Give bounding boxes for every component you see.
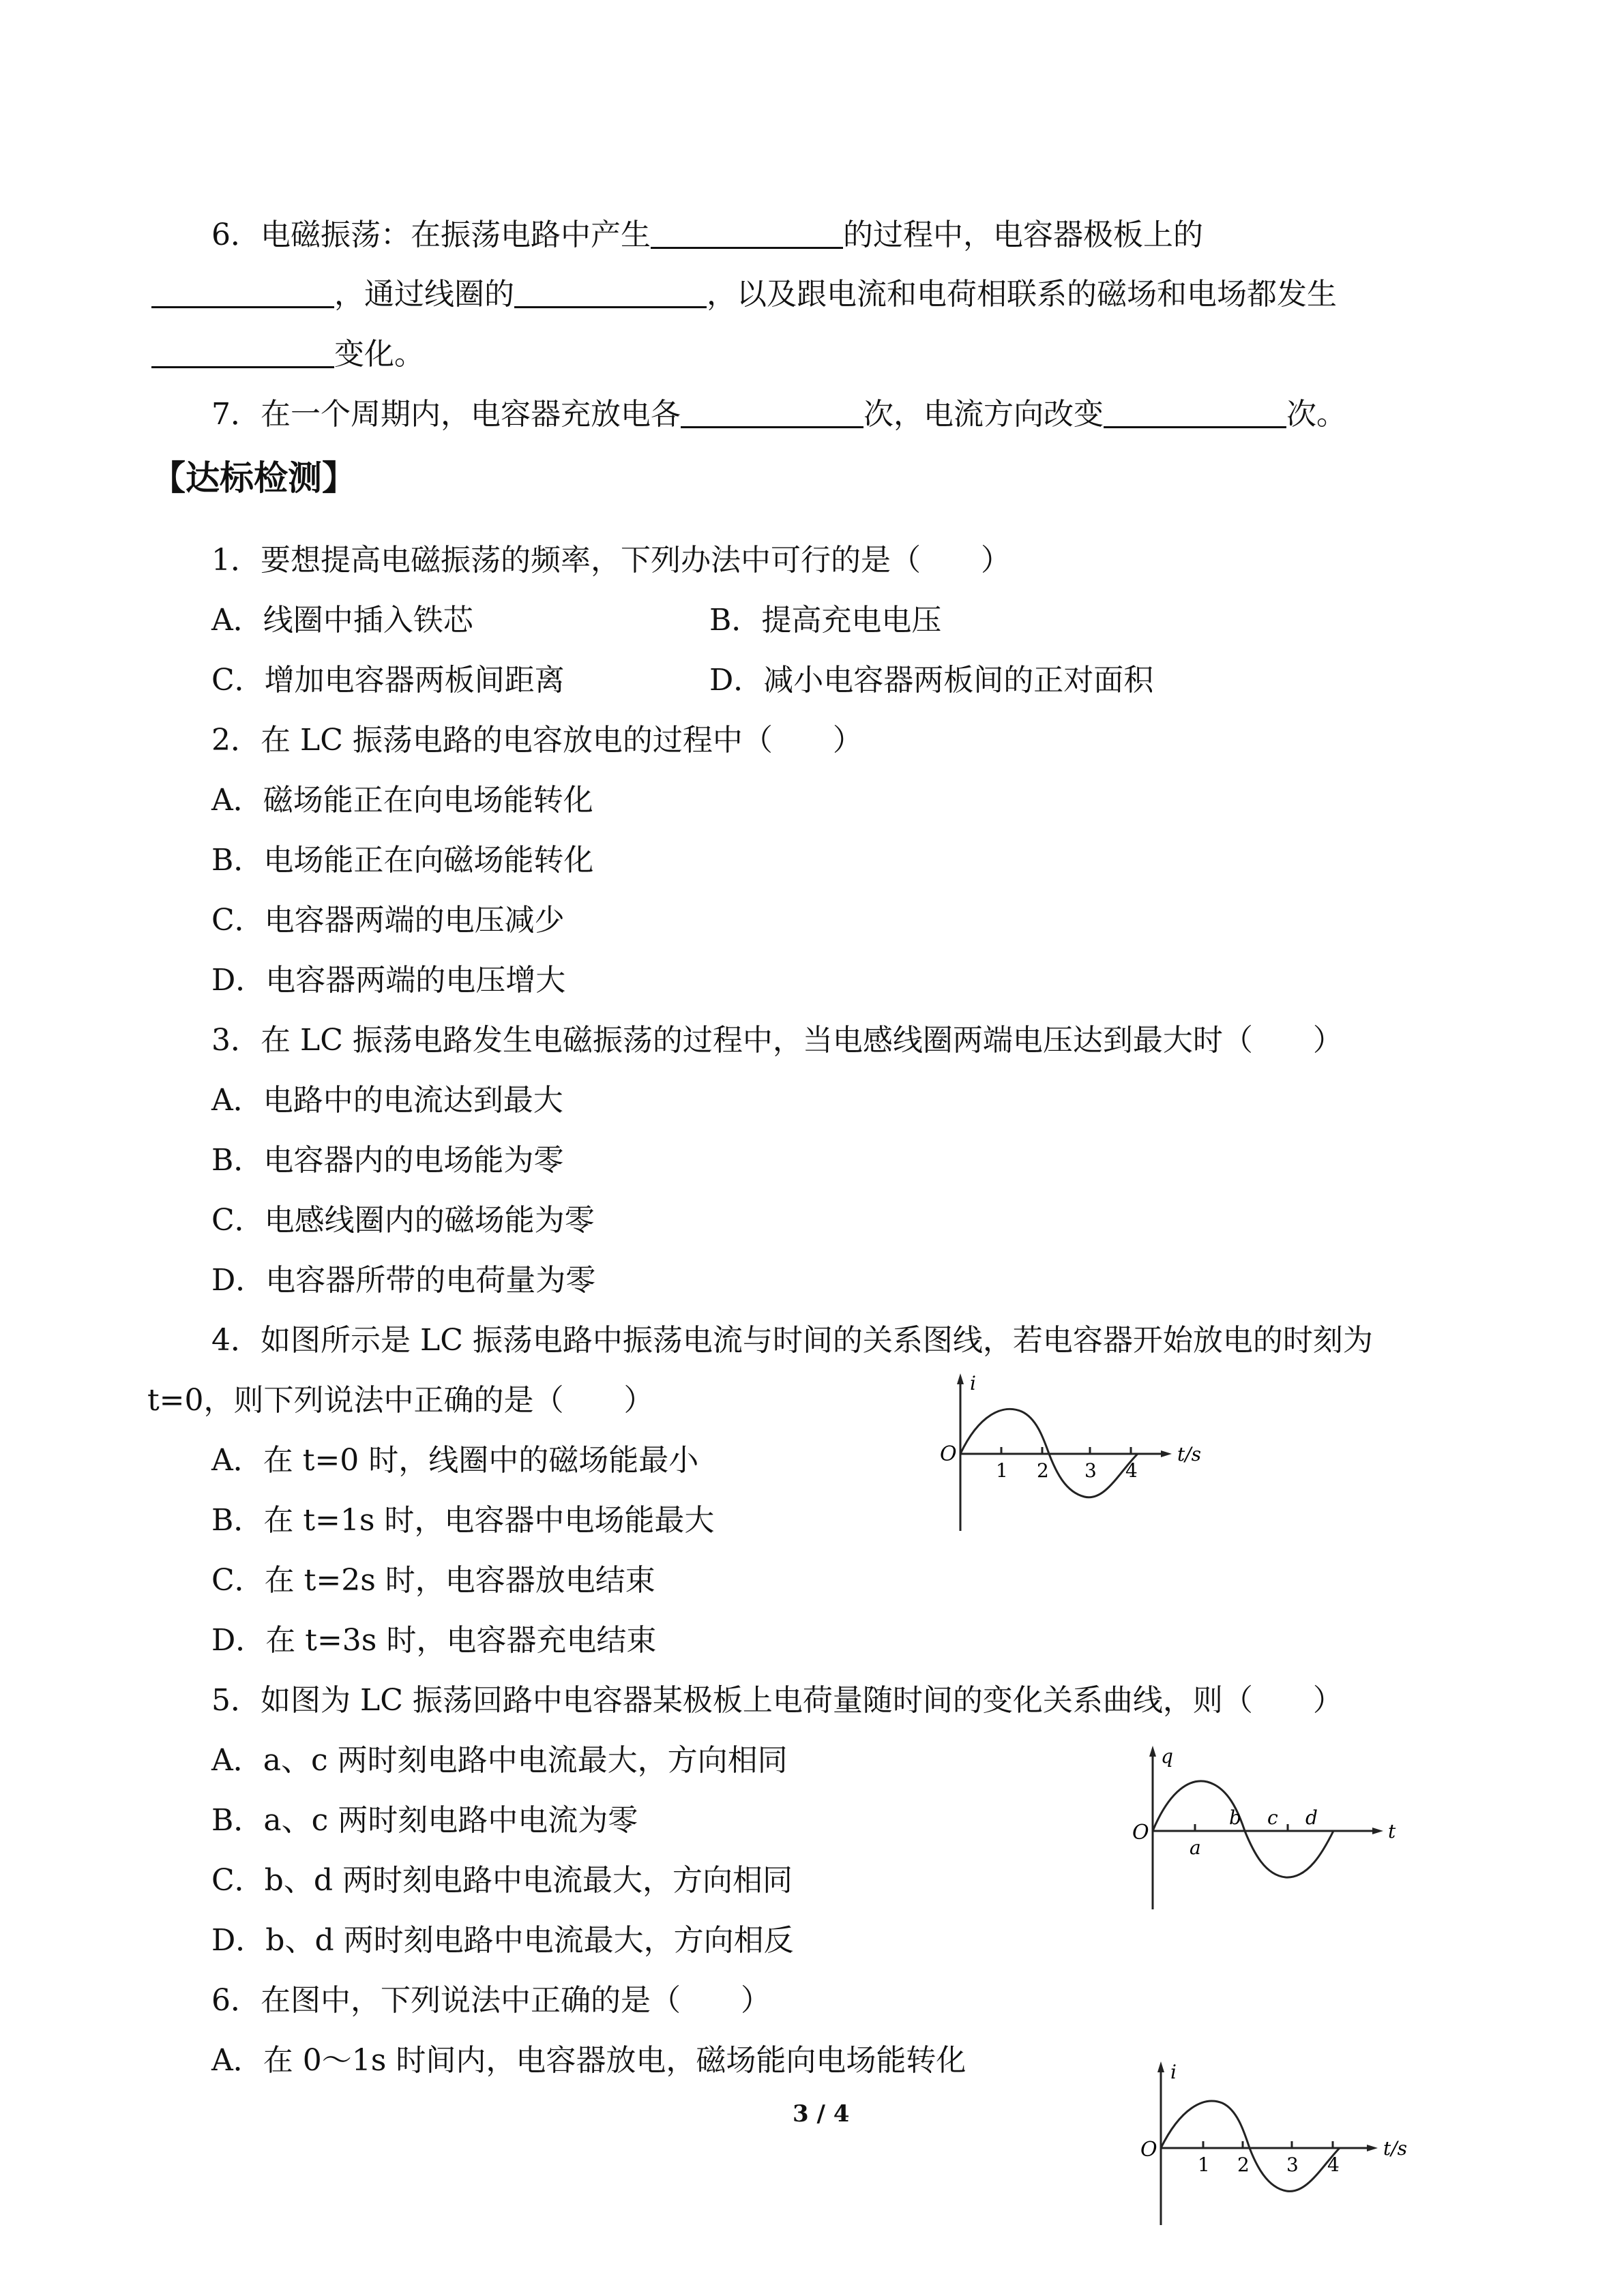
- fill-q6-part4: ，以及跟电流和电荷相联系的磁场和电场都发生: [707, 277, 1337, 312]
- fill-blank: [681, 396, 863, 428]
- y-axis-arrow: [957, 1373, 964, 1384]
- x-axis-label: t: [1388, 1820, 1396, 1843]
- q2-stem: 2．在 LC 振荡电路的电容放电的过程中（ ）: [211, 723, 863, 758]
- q3-option-d: D．电容器所带的电荷量为零: [211, 1263, 596, 1298]
- fill-q6-line3: [151, 334, 424, 375]
- q3-option-a: A．电路中的电流达到最大: [211, 1083, 563, 1118]
- fill-blank: [1104, 396, 1286, 428]
- x-axis-arrow: [1372, 1828, 1383, 1834]
- fill-q6-part3: ，通过线圈的: [334, 277, 514, 312]
- fill-q6-part2: 的过程中，电容器极板上的: [843, 218, 1203, 252]
- x-axis-label: t/s: [1177, 1443, 1202, 1465]
- y-axis-arrow: [1157, 2061, 1164, 2072]
- origin-label: O: [1132, 1821, 1149, 1845]
- point-label-d: d: [1305, 1806, 1318, 1829]
- tick-label-4: 4: [1125, 1459, 1138, 1482]
- q6-stem: 6．在图中，下列说法中正确的是（ ）: [211, 1983, 771, 2018]
- q6-current-time-graph: [1140, 2058, 1427, 2228]
- q1-option-c: C．增加电容器两板间距离: [211, 663, 565, 698]
- fill-q7-line: [211, 394, 1346, 435]
- q5-stem: 5．如图为 LC 振荡回路中电容器某极板上电荷量随时间的变化关系曲线，则（ ）: [211, 1683, 1343, 1718]
- tick-label-1: 1: [996, 1459, 1008, 1482]
- q4-stem-line1: 4．如图所示是 LC 振荡电路中振荡电流与时间的关系图线，若电容器开始放电的时刻为: [211, 1323, 1373, 1358]
- sine-curve: [1161, 2101, 1340, 2191]
- tick-label-4: 4: [1327, 2153, 1340, 2176]
- q6-option-a: A．在 0～1s 时间内，电容器放电，磁场能向电场能转化: [211, 2043, 966, 2078]
- q2-option-b: B．电场能正在向磁场能转化: [211, 843, 594, 878]
- fill-blank: [651, 217, 843, 249]
- q2-option-c: C．电容器两端的电压减少: [211, 903, 565, 938]
- q4-option-b: B．在 t=1s 时，电容器中电场能最大: [211, 1503, 715, 1538]
- q5-option-c: C．b、d 两时刻电路中电流最大，方向相同: [211, 1863, 793, 1898]
- tick-label-2: 2: [1037, 1459, 1049, 1482]
- q3-option-b: B．电容器内的电场能为零: [211, 1143, 564, 1178]
- q1-option-b: B．提高充电电压: [709, 603, 942, 638]
- x-axis-label: t/s: [1383, 2137, 1408, 2160]
- sine-curve: [1153, 1781, 1333, 1877]
- tick-label-2: 2: [1237, 2153, 1250, 2176]
- y-axis-label: i: [1170, 2061, 1177, 2083]
- y-axis-label: q: [1161, 1745, 1173, 1768]
- q2-option-a: A．磁场能正在向电场能转化: [211, 783, 593, 818]
- fill-q6-line1: [211, 215, 1203, 256]
- q5-charge-time-graph: [1132, 1742, 1405, 1913]
- fill-q6-line2: [151, 274, 1337, 315]
- fill-q7-part1: 7．在一个周期内，电容器充放电各: [211, 397, 681, 432]
- origin-label: O: [1140, 2138, 1157, 2162]
- q3-stem: 3．在 LC 振荡电路发生电磁振荡的过程中，当电感线圈两端电压达到最大时（ ）: [211, 1023, 1343, 1058]
- q1-stem: 1．要想提高电磁振荡的频率，下列办法中可行的是（ ）: [211, 543, 1011, 578]
- page-number: 3 / 4: [793, 2100, 850, 2128]
- q4-option-a: A．在 t=0 时，线圈中的磁场能最小: [211, 1443, 699, 1478]
- fill-q6-part5: 变化。: [334, 337, 424, 372]
- fill-q7-part3: 次。: [1286, 397, 1346, 432]
- tick-label-3: 3: [1286, 2153, 1299, 2176]
- point-label-b: b: [1229, 1806, 1241, 1829]
- y-axis-arrow: [1149, 1746, 1156, 1757]
- fill-blank: [514, 276, 707, 308]
- q2-option-d: D．电容器两端的电压增大: [211, 963, 566, 998]
- q1-option-a: A．线圈中插入铁芯: [211, 603, 473, 638]
- x-axis-arrow: [1161, 1450, 1172, 1457]
- q5-option-b: B．a、c 两时刻电路中电流为零: [211, 1803, 638, 1838]
- q1-option-d: D．减小电容器两板间的正对面积: [709, 663, 1154, 698]
- q4-option-c: C．在 t=2s 时，电容器放电结束: [211, 1563, 655, 1598]
- tick-label-1: 1: [1198, 2153, 1210, 2176]
- q4-current-time-graph: [934, 1371, 1221, 1534]
- y-axis-label: i: [970, 1372, 976, 1395]
- point-label-a: a: [1190, 1836, 1201, 1859]
- origin-label: O: [940, 1442, 957, 1466]
- x-axis-arrow: [1367, 2145, 1378, 2151]
- q3-option-c: C．电感线圈内的磁场能为零: [211, 1203, 595, 1238]
- q4-option-d: D．在 t=3s 时，电容器充电结束: [211, 1623, 657, 1658]
- section-title: 【达标检测】: [151, 458, 356, 498]
- q5-option-a: A．a、c 两时刻电路中电流最大，方向相同: [211, 1743, 788, 1778]
- tick-label-3: 3: [1084, 1459, 1097, 1482]
- fill-q6-part1: 6．电磁振荡：在振荡电路中产生: [211, 218, 651, 252]
- q4-stem-line2: t=0，则下列说法中正确的是（ ）: [147, 1383, 654, 1418]
- q5-option-d: D．b、d 两时刻电路中电流最大，方向相反: [211, 1923, 794, 1958]
- fill-q7-part2: 次，电流方向改变: [863, 397, 1104, 432]
- fill-blank: [151, 336, 334, 368]
- point-label-c: c: [1267, 1806, 1278, 1829]
- fill-blank: [151, 276, 334, 308]
